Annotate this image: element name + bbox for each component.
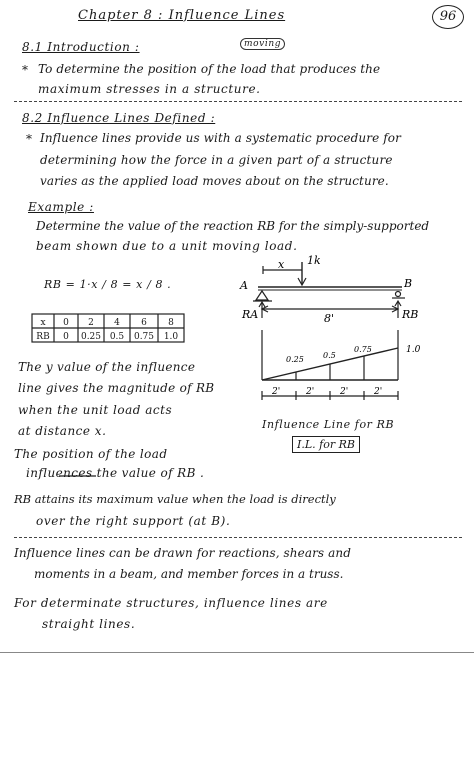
table-r-2: 0.25 [80, 332, 102, 342]
defined-bullet: * [26, 132, 33, 146]
bullet-4-line-1: For determinate structures, influence lines are [14, 596, 328, 610]
left-support [256, 291, 268, 300]
bullet-3-line-2: moments in a beam, and member forces in a truss. [34, 567, 344, 581]
table-x-6: 6 [141, 318, 147, 328]
influence-line-caption: Influence Line for RB [262, 418, 395, 431]
example-heading: Example : [28, 200, 94, 214]
segment-label-3: 2' [340, 387, 349, 397]
table-r-label: RB [36, 332, 50, 342]
table-r-8: 1.0 [163, 332, 179, 342]
example-text-line-1: Determine the value of the reaction RB for the simply-supported [36, 219, 430, 233]
defined-text-line-1: Influence lines provide us with a systematic procedure for [40, 131, 401, 145]
ordinate-label-1: 0.25 [286, 355, 304, 364]
note-line-4: at distance x. [18, 424, 107, 438]
segment-label-1: 2' [272, 387, 281, 397]
bullet-1-line-1: The position of the load [14, 447, 168, 461]
bullet-2-line-1: RB attains its maximum value when the load is directly [14, 492, 336, 506]
segment-label-4: 2' [374, 387, 383, 397]
defined-text-line-3: varies as the applied load moves about on the structure. [40, 174, 389, 188]
chapter-title: Chapter 8 : Influence Lines [78, 8, 286, 23]
intro-heading: 8.1 Introduction : [22, 40, 140, 54]
page-number: 96 [432, 5, 464, 29]
table-r-6: 0.75 [133, 332, 155, 342]
intro-text-line-2: maximum stresses in a structure. [38, 82, 261, 96]
segment-label-2: 2' [306, 387, 315, 397]
bullet-3-line-1: Influence lines can be drawn for reactions, shears and [14, 546, 351, 560]
rb-label: RB [402, 308, 419, 321]
ordinate-label-4: 1.0 [406, 345, 421, 355]
support-b-label: B [404, 277, 413, 290]
defined-heading: 8.2 Influence Lines Defined : [22, 111, 216, 125]
table-x-0: 0 [63, 318, 69, 328]
ordinate-label-2: 0.5 [323, 351, 336, 360]
intro-bullet: * [22, 63, 29, 77]
load-label: 1k [307, 254, 321, 267]
bullet-1-line-2: influences the value of RB . [26, 466, 205, 480]
section-divider-2 [14, 537, 462, 538]
note-line-3: when the unit load acts [18, 403, 173, 417]
intro-text-line-1: To determine the position of the load that produces the [38, 62, 381, 76]
table-r-0: 0 [63, 332, 69, 342]
example-text-line-2: beam shown due to a unit moving load. [36, 239, 298, 253]
table-x-label: x [40, 318, 46, 328]
table-x-2: 2 [88, 318, 94, 328]
x-label: x [278, 258, 285, 271]
note-line-2: line gives the magnitude of RB [18, 381, 215, 395]
ra-label: RA [242, 308, 259, 321]
intro-insert-word: moving [240, 38, 285, 50]
table-x-4: 4 [114, 318, 120, 328]
span-label: 8' [324, 312, 335, 325]
table-r-4: 0.5 [109, 332, 125, 342]
note-line-1: The y value of the influence [18, 360, 196, 374]
ordinate-label-3: 0.75 [354, 345, 372, 354]
influence-line-boxed-label: I.L. for RB [292, 436, 360, 453]
defined-text-line-2: determining how the force in a given part of a structure [40, 153, 393, 167]
support-a-label: A [240, 279, 248, 292]
bullet-4-line-2: straight lines. [42, 617, 136, 631]
table-x-8: 8 [168, 318, 174, 328]
right-support [396, 292, 401, 297]
reaction-equation: RB = 1·x / 8 = x / 8 . [44, 278, 172, 291]
bullet-2-line-2: over the right support (at B). [36, 514, 231, 528]
page-bottom-edge [0, 652, 474, 653]
